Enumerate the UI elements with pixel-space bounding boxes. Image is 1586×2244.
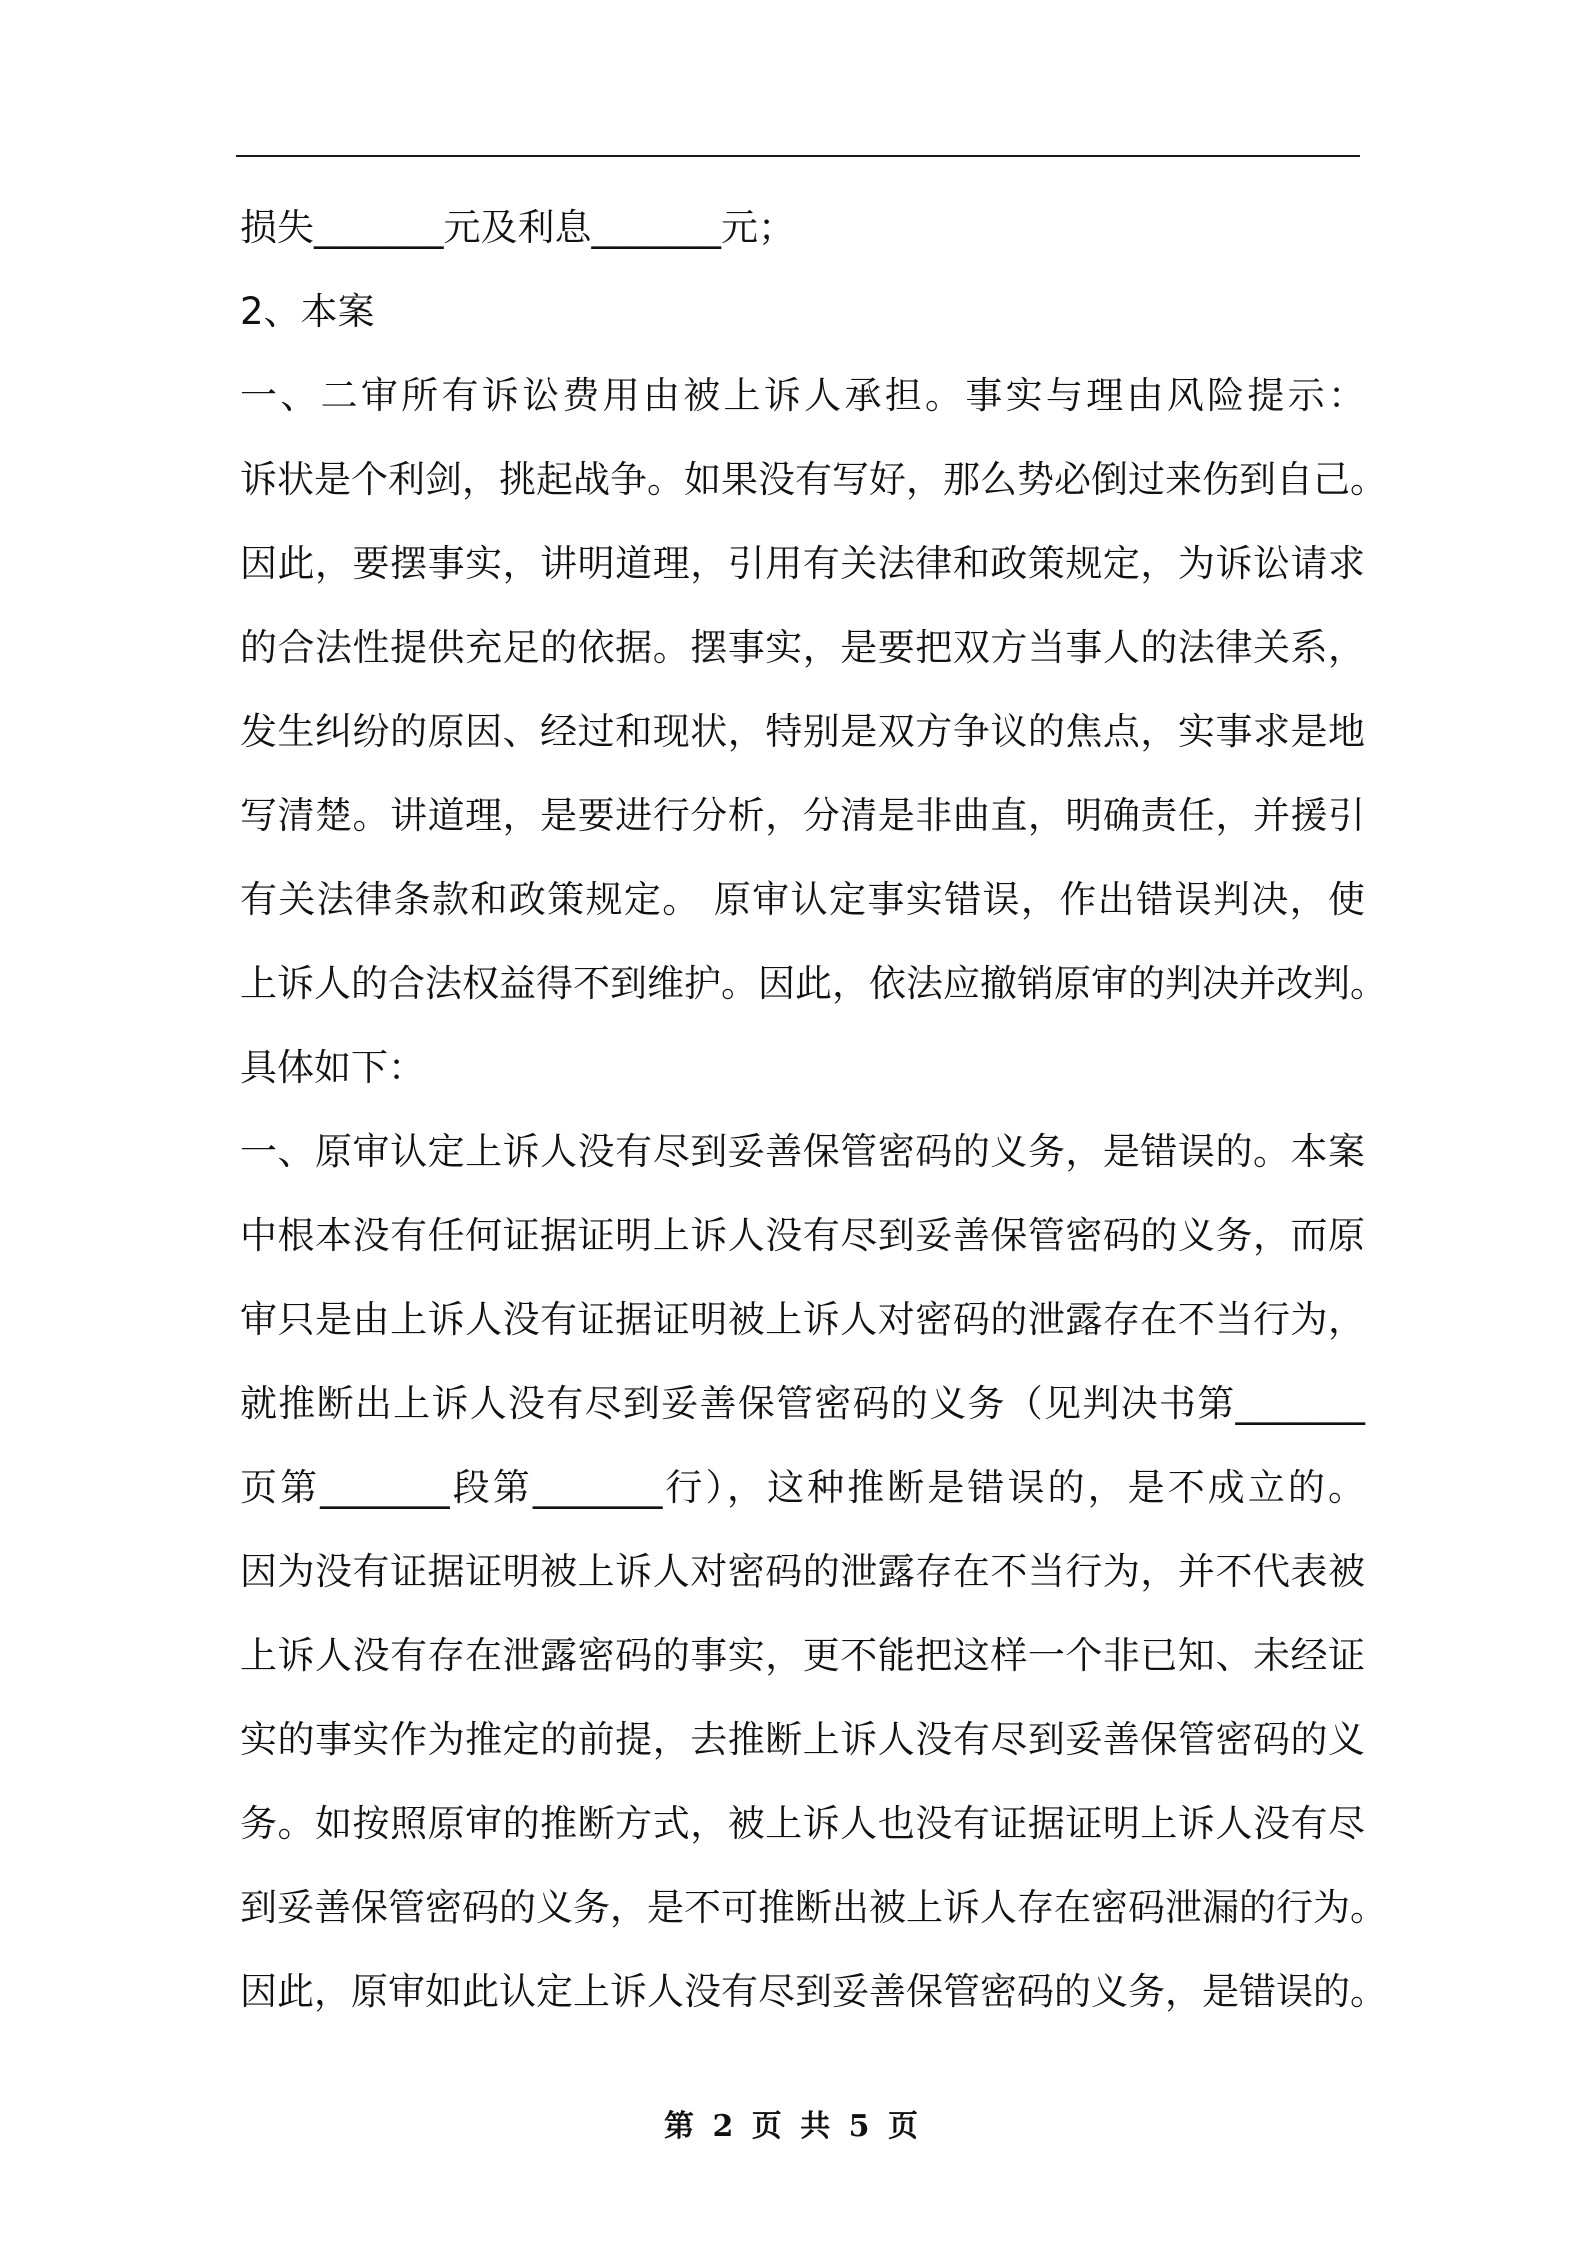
text-line: 中根本没有任何证据证明上诉人没有尽到妥善保管密码的义务，而原 — [240, 1214, 1365, 1257]
text-line: 到妥善保管密码的义务，是不可推断出被上诉人存在密码泄漏的行为。 — [240, 1886, 1387, 1929]
text-line: 上诉人没有存在泄露密码的事实，更不能把这样一个非已知、未经证 — [240, 1634, 1365, 1677]
text-line: 损失_______元及利息_______元； — [240, 206, 795, 249]
document-body — [240, 200, 1387, 2048]
text-line: 审只是由上诉人没有证据证明被上诉人对密码的泄露存在不当行为， — [240, 1298, 1365, 1341]
text-line: 一、二审所有诉讼费用由被上诉人承担。事实与理由风险提示： — [240, 374, 1365, 417]
text-line: 页第_______段第_______行），这种推断是错误的，是不成立的。 — [240, 1466, 1365, 1509]
text-line: 务。如按照原审的推断方式，被上诉人也没有证据证明上诉人没有尽 — [240, 1802, 1365, 1845]
text-line: 诉状是个利剑，挑起战争。如果没有写好，那么势必倒过来伤到自己。 — [240, 458, 1387, 501]
text-line: 发生纠纷的原因、经过和现状，特别是双方争议的焦点，实事求是地 — [240, 710, 1365, 753]
text-line: 一、原审认定上诉人没有尽到妥善保管密码的义务，是错误的。本案 — [240, 1130, 1365, 1173]
text-line: 2、本案 — [240, 290, 375, 333]
text-line: 因此，原审如此认定上诉人没有尽到妥善保管密码的义务，是错误的。 — [240, 1970, 1387, 2013]
text-line: 实的事实作为推定的前提，去推断上诉人没有尽到妥善保管密码的义 — [240, 1718, 1365, 1761]
text-line: 就推断出上诉人没有尽到妥善保管密码的义务（见判决书第_______ — [240, 1382, 1365, 1425]
text-line: 有关法律条款和政策规定。 原审认定事实错误，作出错误判决，使 — [240, 878, 1365, 921]
header-rule — [236, 155, 1360, 157]
text-line: 具体如下： — [240, 1046, 425, 1089]
page-number: 第 2 页 共 5 页 — [664, 2109, 922, 2144]
text-line: 的合法性提供充足的依据。摆事实，是要把双方当事人的法律关系， — [240, 626, 1365, 669]
text-line: 因此，要摆事实，讲明道理，引用有关法律和政策规定，为诉讼请求 — [240, 542, 1365, 585]
text-line: 上诉人的合法权益得不到维护。因此，依法应撤销原审的判决并改判。 — [240, 962, 1387, 1005]
text-line: 写清楚。讲道理，是要进行分析，分清是非曲直，明确责任，并援引 — [240, 794, 1365, 837]
text-line: 因为没有证据证明被上诉人对密码的泄露存在不当行为，并不代表被 — [240, 1550, 1365, 1593]
